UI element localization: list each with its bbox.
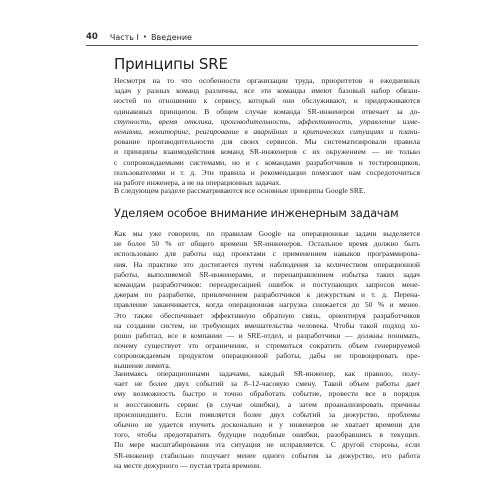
header-bullet: • xyxy=(142,33,148,41)
text-line: ния. На практике это достигается путем наблюдения за количеством операционной xyxy=(114,259,420,269)
text-line: Это также обеспечивает эффективную обратную связь, ориентируя разработчиков xyxy=(114,310,420,320)
text-line: сопровождаемым продуктом операционной работы, дабы не провоцировать пре- xyxy=(114,351,420,361)
text-line: чает не более двух событий за 8–12-часовую смену. Такой объем работы дает xyxy=(114,379,420,389)
text-line: с сопровождаемыми системами, но и с командами разработчиков и тестировщиков, xyxy=(114,157,420,167)
section-heading: Принципы SRE xyxy=(114,55,228,73)
text-line: и восстановить сервис (в случае ошибки), а затем проанализировать причины xyxy=(114,399,420,409)
page-number: 40 xyxy=(86,32,98,42)
header-rule xyxy=(86,45,418,46)
text-line: Занимаясь операционными задачами, каждый SR-инженер, как правило, полу- xyxy=(114,369,420,378)
text-line: Как мы уже говорили, по правилам Google на операционные задачи выделяется xyxy=(114,229,420,238)
text-line: джерам по разработке, привлечением разработчиков к дежурствам и т. д. Перена- xyxy=(114,290,420,300)
paragraph-next-section xyxy=(114,186,420,196)
text-line: правление заканчивается, когда операционная нагрузка снижается до 50 % и менее. xyxy=(114,300,420,310)
section-label: Введение xyxy=(151,32,192,42)
paragraph-engineering xyxy=(114,229,420,372)
text-line: использовано для работы над проектами с применением навыков программирова- xyxy=(114,249,420,259)
text-line: ностей по отношению к сервису, который они обслуживают, и придерживаются xyxy=(114,96,420,106)
text-line: на месте дежурного — пустая трата времени. xyxy=(114,460,262,470)
text-line: нениями, мониторинг, реагирование в аварийных и критических ситуациях и плани- xyxy=(114,126,420,136)
text-line: задач у разных команд различны, все эти команды имеют базовый набор обязан- xyxy=(114,86,420,96)
text-line: ему возможность быстро и точно обработать событие, провести все в порядок xyxy=(114,389,420,399)
text-line: Несмотря на то что особенности организации труда, приоритетов и ежедневных xyxy=(114,76,420,85)
text-line: на работе инженера, а не на операционных задачах. xyxy=(114,177,282,187)
text-line: на создание систем, не требующих вмешательства человека. Чтобы такой подход хо- xyxy=(114,320,420,330)
text-line: одинаковых принципов. В общем случае команда SR-инженеров отвечает за до- xyxy=(114,106,420,116)
text-line: и принципы взаимодействия команд SR-инженеров с их окружением — не только xyxy=(114,147,420,157)
text-line: рошо работал, все в компании — и SRE-отдел, и разработчики — должны понимать, xyxy=(114,330,420,340)
text-line: работы, выполняемой SR-инженерами, и перенаправлением избытка таких задач xyxy=(114,269,420,279)
text-line: того, чтобы предотвратить будущие подобные ошибки, разобравшись в текущих. xyxy=(114,430,420,440)
text-line: обычно не удается изучить досконально и у инженеров не хватает времени для xyxy=(114,419,420,429)
subsection-heading: Уделяем особое внимание инженерным задачам xyxy=(114,207,399,220)
text-line: рование производительности для своих сервисов. Мы систематизировали правила xyxy=(114,137,420,147)
chapter-label: Часть I xyxy=(109,32,139,42)
text-line: ступность, время отклика, производительность, эффективность, управление изме- xyxy=(114,116,420,126)
running-header xyxy=(86,30,420,44)
text-line: почему существует это ограничение, и стремиться сократить объем генерируемой xyxy=(114,341,420,351)
text-line: командам разработчиков: переадресацией ошибок и поступающих запросов мене- xyxy=(114,279,420,289)
text-line: SR-инженер стабильно получает менее одного события за дежурство, его работа xyxy=(114,450,420,460)
text-line: произошедшего. Если появляется более двух событий за дежурство, проблемы xyxy=(114,409,420,419)
paragraph-intro xyxy=(114,76,420,188)
paragraph-oncall xyxy=(114,369,420,471)
text-line: вышение лимита. xyxy=(114,361,171,371)
text-line: не более 50 % от общего времени SR-инженеров. Остальное время должно быть xyxy=(114,239,420,249)
text-line: В следующем разделе рассматриваются все основные принципы Google SRE. xyxy=(114,186,366,195)
text-line: По мере масштабирования эта ситуация не исправляется. С другой стороны, если xyxy=(114,440,420,450)
text-line: пользователями и т. д. Эти правила и рекомендации помогают нам сосредоточиться xyxy=(114,167,420,177)
